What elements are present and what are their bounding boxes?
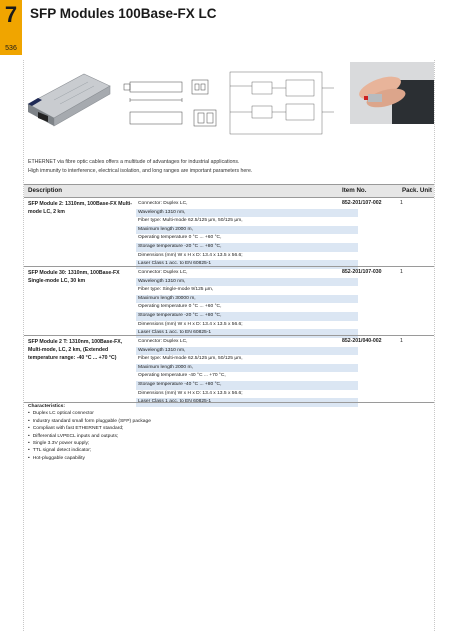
list-item: • Duplex LC optical connector [28,410,328,417]
spec-line: Storage temperature -20 °C ... +80 °C, [136,243,358,252]
spec-line: Wavelength 1310 nm, [136,347,358,356]
chapter-tab [0,0,22,55]
spec-line: Operating temperature -40 °C ... +70 °C, [138,373,226,379]
item-number: 852-201/107-002 [342,200,382,206]
spec-line: Wavelength 1310 nm, [136,278,358,287]
column-guide-right [434,60,435,631]
spec-line: Laser Class 1 acc. to EN 60825-1 [136,260,358,269]
characteristics-heading: Characteristics: [28,404,65,409]
intro-line: High immunity to interference, electrical isolation, and long ranges are important parameters here. [28,168,253,174]
table-header [24,184,434,198]
page-title: SFP Modules 100Base-FX LC [30,6,217,21]
spec-line: Dimensions (mm) W x H x D: 13.4 x 13.5 x 56.6; [138,321,243,327]
intro-text [28,158,428,176]
product-row [24,197,434,267]
spec-line: Fiber type: Multi-mode 62.5/125 µm, 50/125 µm, [138,218,243,224]
product-name: SFP Module 30: 1310nm, 100Base-FX Single-mode LC, 30 km [28,270,120,284]
pack-unit: 1 [400,269,403,275]
spec-line: Maximum length 2000 m, [136,364,358,373]
page-number: 536 [5,45,17,52]
list-item: • Hot-pluggable capability [28,455,328,462]
spec-line: Wavelength 1310 nm, [136,209,358,218]
spec-line: Connector: Duplex LC, [138,201,188,206]
header-pack-unit: Pack. Unit [402,187,432,194]
item-number: 852-201/040-002 [342,338,382,344]
list-item: • Single 3.3V power supply; [28,440,328,447]
spec-line: Fiber type: Multi-mode 62.5/125 µm, 50/125 µm, [138,356,243,362]
product-images [24,60,434,140]
spec-line: Operating temperature 0 °C ... +60 °C, [138,304,222,310]
characteristics-list [28,403,328,462]
header-item-no: Item No. [342,187,367,194]
list-item: • Compliant with fast ETHERNET standard; [28,425,328,432]
list-item: • TTL signal detect indicator; [28,447,328,454]
block-diagram [230,72,334,134]
spec-line: Operating temperature 0 °C ... +60 °C, [138,235,222,241]
spec-line: Fiber type: Single-mode 9/125 µm, [138,287,214,293]
spec-line: Storage temperature -40 °C ... +80 °C, [136,381,358,390]
product-row [24,266,434,336]
product-row [24,335,434,405]
dimension-drawing-front [192,80,208,94]
spec-line: Storage temperature -20 °C ... +80 °C, [136,312,358,321]
chapter-number: 7 [4,2,18,27]
list-item: • Differential LVPECL inputs and outputs; [28,433,328,440]
spec-line: Laser Class 1 acc. to EN 60825-1 [136,398,358,407]
spec-line: Maximum length 2000 m, [136,226,358,235]
header-description: Description [28,187,63,194]
pack-unit: 1 [400,200,403,206]
list-item: • Industry standard small form pluggable (SFP) package [28,418,328,425]
spec-line: Maximum length 30000 m, [136,295,358,304]
spec-line: Connector: Duplex LC, [138,270,188,275]
spec-line: Dimensions (mm) W x H x D: 13.4 x 13.5 x 56.6; [138,252,243,258]
hand-photo [350,62,434,124]
spec-line: Dimensions (mm) W x H x D: 13.4 x 13.5 x 56.6; [138,390,243,396]
dimension-drawing-bottom [130,110,216,126]
dimension-drawing-side [124,82,182,102]
product-name: SFP Module 2: 1310nm, 100Base-FX Multi-mode LC, 2 km [28,201,132,215]
intro-line: ETHERNET via fibre optic cables offers a multitude of advantages for industrial applications. [28,159,240,165]
sfp-module-photo [28,74,110,126]
product-name: SFP Module 2 T: 1310nm, 100Base-FX, Multi-mode, LC, 2 km, (Extended temperature range: -40 °C ... +70 °C) [28,339,123,361]
item-number: 852-201/107-030 [342,269,382,275]
spec-line: Connector: Duplex LC, [138,339,188,344]
pack-unit: 1 [400,338,403,344]
spec-line: Laser Class 1 acc. to EN 60825-1 [136,329,358,338]
